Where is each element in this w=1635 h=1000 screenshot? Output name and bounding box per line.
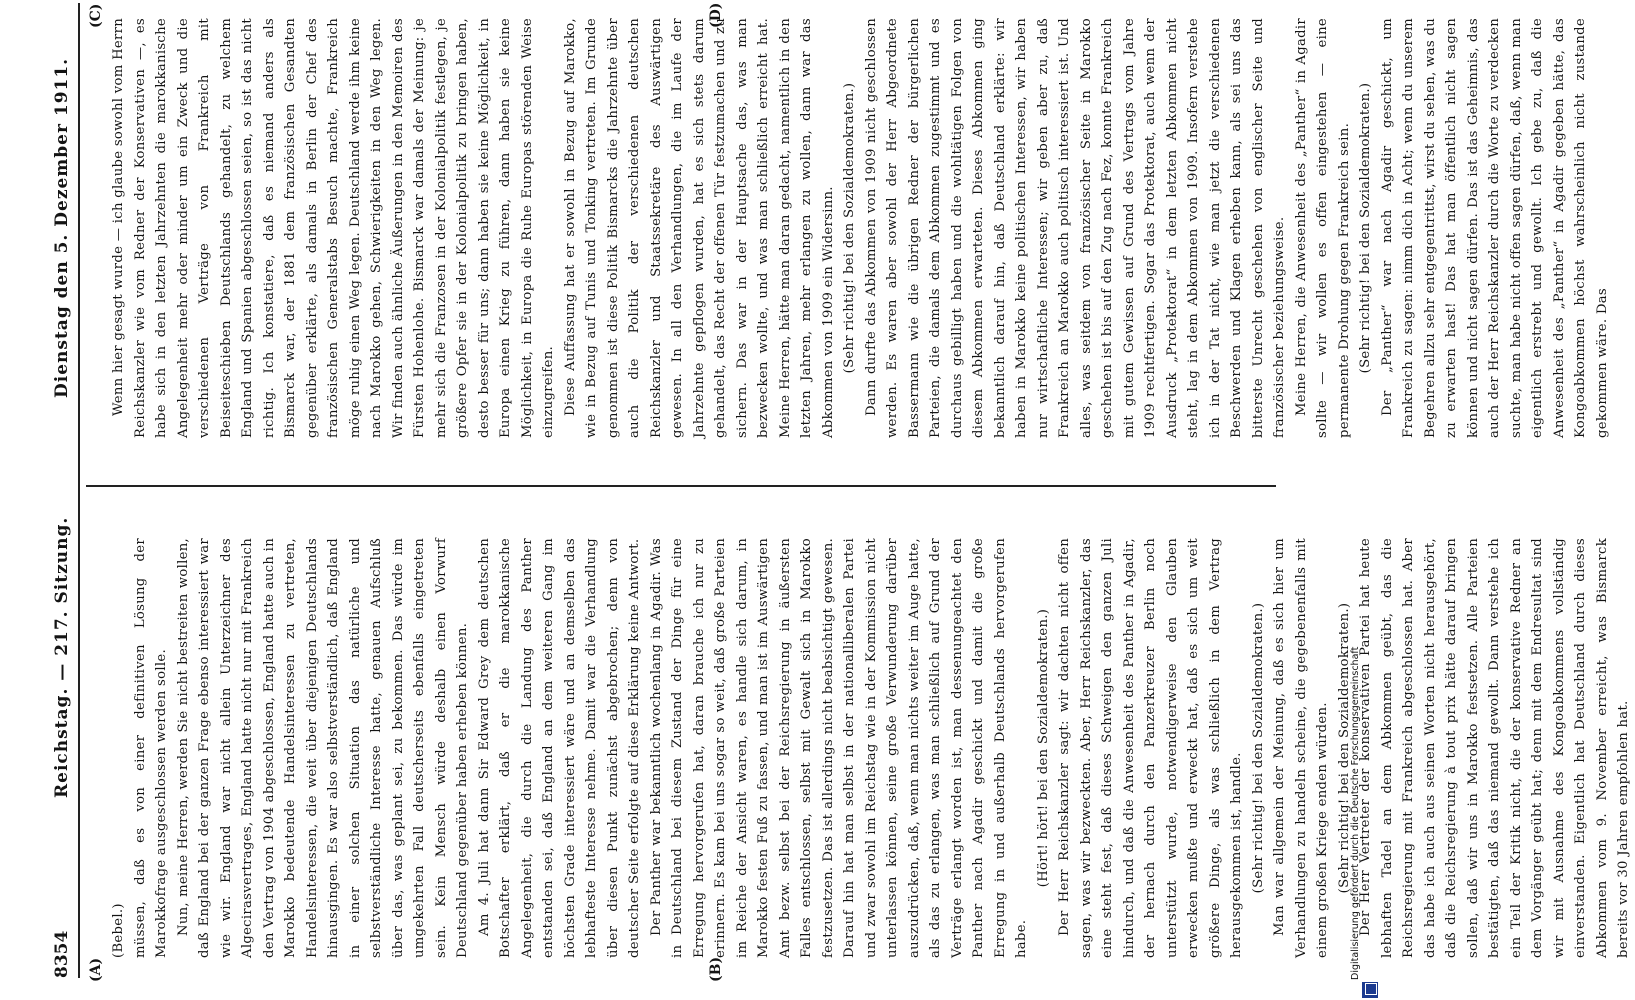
paragraph: müssen, daß es von einer definitiven Lösung der Marokkofrage ausgeschlossen werden solle. [132, 538, 169, 958]
paragraph: Der Panther war bekanntlich wochenlang in Agadir. Was in Deutschland bei diesem Zustand der Dinge für eine Erregung hervorgerufen hat, daran brauche ich nur zu erinnern. Es kam bei uns sogar so weit, daß große Parteien im Reiche der Ansicht waren, es handle sich darum, in Marokko festen Fuß zu fassen, und man ist im Auswärtigen Amt bezw. selbst bei der Reichsregierung in äußersten Falles entschlossen, selbst mit Gewalt sich in Marokko festzusetzen. Das ist allerdings nicht beabsichtigt gewesen. Darauf hin hat man selbst in der nationalliberalen Partei und zwar sowohl im Reichstag wie in der Kommission nicht unterlassen können, seine große Verwunderung darüber auszudrücken, daß, wenn man nichts weiter im Auge hatte, als das zu erlangen, was man schließlich auf Grund der Verträge erlangt worden ist, man dessenungeachtet den Panther nach Agadir geschickt und damit die große Erregung in und außerhalb Deutschlands hervorgerufen habe. [648, 538, 1029, 958]
paragraph: Diese Auffassung hat er sowohl in Bezug auf Marokko, wie in Bezug auf Tunis und Tonking vertreten. Im Grunde genommen ist diese Politik Bismarcks die Jahrzehnte über auch die Politik der verschiedenen deutschen Reichskanzler und Staatssekretäre des Auswärtigen gewesen. In all den Verhandlungen, die im Laufe der Jahrzehnte gepflogen wurden, hat es sich stets darum gehandelt, das Recht der offenen Tür festzumachen und zu sichern. Das war in der Hauptsache das, was man bezwecken wollte, und was man schließlich erreicht hat. Meine Herren, hätte man daran gedacht, namentlich in den letzten Jahren, mehr erlangen zu wollen, dann war das Abkommen von 1909 ein Widersinn. [562, 18, 836, 438]
paragraph: (Bebel.) [111, 903, 126, 958]
paragraph: (Sehr richtig! bei den Sozialdemokraten.) [842, 82, 857, 374]
paragraph: Nun, meine Herren, werden Sie nicht bestreiten wollen, daß England bei der ganzen Frage ebenso interessiert war wie wir. England war nicht allein Unterzeichner des Algecirasvertrages, England hatte nicht nur mit Frankreich den Vertrag von 1904 abgeschlossen, England hatte auch in Marokko bedeutende Handelsinteressen zu vertreten, Handelsinteressen, die weit über diejenigen Deutschlands hinausgingen. Es war also selbstverständlich, daß England in einer solchen Situation das natürliche und selbstverständliche Interesse hatte, genauen Aufschluß über das, was geplant sei, zu bekommen. Das würde im umgekehrten Fall deutscherseits ebenfalls eingetreten sein. Kein Mensch würde deshalb einen Vorwurf Deutschland gegenüber haben erheben können. [175, 538, 470, 958]
page-header [50, 3, 80, 978]
header-date: Dienstag den 5. Dezember 1911. [52, 57, 72, 398]
margin-marker-b: (B) [708, 956, 724, 982]
margin-marker-d: (D) [708, 2, 724, 28]
paragraph: Der Herr Reichskanzler sagt: wir dachten nicht offen sagen, was wir bezweckten. Aber, Herr Reichskanzler, das eine steht fest, daß dieses Schweigen den ganzen Juli hindurch, und daß die Anwesenheit des Panther in Agadir, der hernach durch den Panzerkreuzer Berlin noch unterstützt wurde, notwendigerweise den Glauben erwecken mußte und erweckt hat, daß es sich um weit größere Dinge, als was schließlich in dem Vertrag herausgekommen ist, handle. [1057, 538, 1244, 958]
paragraph: Der „Panther“ war nach Agadir geschickt, um Frankreich zu sagen: nimm dich in Acht; wenn du unserem Begehren allzu sehr entgegentrittst, wirst du sehen, was du zu erwarten hast! Das hat man öffentlich nicht sagen können und nicht sagen dürfen. Das ist das Geheimnis, das auch der Herr Reichskanzler durch die Worte zu verdecken suchte, man habe nicht offen sagen dürfen, daß, wenn man eigentlich erstrebt und gewollt. Ich gebe zu, daß die Anwesenheit des „Panther“ in Agadir gegeben hätte, das Kongoabkommen höchst wahrscheinlich nicht zustande gekommen wäre. Das [1379, 18, 1610, 438]
margin-marker-c: (C) [88, 3, 104, 28]
margin-marker-a: (A) [88, 957, 104, 982]
paragraph: (Sehr richtig! bei den Sozialdemokraten.) [1250, 602, 1266, 894]
dfg-logo-icon [1362, 982, 1378, 998]
right-column [108, 18, 1613, 438]
paragraph: (Sehr richtig! bei den Sozialdemokraten.) [1358, 82, 1373, 374]
column-divider [86, 485, 1276, 487]
paragraph: Der Herr Vertreter der konservativen Partei hat heute lebhaften Tadel an dem Abkommen geübt, das die Reichsregierung mit Frankreich abgeschlossen hat. Aber das habe ich auch aus seinen Worten nicht herausgehört, daß die Reichsregierung à tout prix hätte darauf bringen sollen, daß wir uns in Marokko festsetzen. Alle Parteien bestätigten, daß das niemand gewollt. Dann verstehe ich ein Teil der Kritik nicht, die der konservative Redner an dem Vorgänger geübt hat; denn mit dem Endresultat sind wir mit Ausnahme des Kongoabkommens vollständig einverstanden. Eigentlich hat Deutschland durch dieses Abkommen vom 9. November erreicht, was Bismarck bereits vor 30 Jahren empfohlen hat. [1358, 538, 1631, 958]
paragraph: Man war allgemein der Meinung, daß es sich hier um Verhandlungen zu handeln scheine, die gegebenenfalls mit einem großen Kriege enden würden. [1272, 538, 1330, 958]
digitization-credit: Digitalisierung gefördert durch die Deutsche Forschungsgemeinschaft [1350, 646, 1361, 980]
left-column [108, 538, 1635, 958]
paragraph: Wenn hier gesagt wurde — ich glaube sowohl vom Herrn Reichskanzler wie vom Redner der Konservativen —, es habe sich in den letzten Jahrzehnten die marokkanische Angelegenheit mehr oder minder um ein Zweck und die verschiedenen Verträge von Frankreich mit Beiseiteschieben Deutschlands gehandelt, zu welchem England und Spanien abgeschlossen seien, so ist das nicht richtig. Ich konstatiere, daß es niemand anders als Bismarck war, der 1881 dem französischen Gesandten gegenüber erklärte, als damals in Berlin der Chef des französischen Generalstabs Besuch machte, Frankreich möge ruhig einen Weg legen. Deutschland werde ihm keine nach Marokko gehen, Schwierigkeiten in den Weg legen. Wir finden auch ähnliche Äußerungen in den Memoiren des Fürsten Hohenlohe. Bismarck war damals der Meinung: je mehr sich die Franzosen in der Kolonialpolitik festlegen, je größere Opfer sie in der Kolonialpolitik zu bringen haben, desto besser für uns; dann haben sie keine Möglichkeit, in Europa einen Krieg zu führen, dann haben sie keine Möglichkeit, in Europa die Ruhe Europas störenden Weise einzugreifen. [111, 18, 556, 438]
paragraph: (Sehr richtig! bei den Sozialdemokraten.) [1336, 602, 1352, 894]
paragraph: Am 4. Juli hat dann Sir Edward Grey dem deutschen Botschafter erklärt, daß er die marokkanische Angelegenheit, die durch die Landung des Panther entstanden sei, daß England an dem weiteren Gang im höchsten Grade interessiert wäre und an demselben das lebhafteste Interesse nehme. Damit war die Verhandlung über diesen Punkt zunächst abgebrochen; denn von deutscher Seite erfolgte auf diese Erklärung keine Antwort. [476, 538, 642, 958]
header-left-title: Reichstag. — 217. Sitzung. [52, 516, 72, 798]
paragraph: (Hört! hört! bei den Sozialdemokraten.) [1035, 608, 1051, 888]
page-number: 8354 [52, 930, 72, 978]
paragraph: Meine Herren, die Anwesenheit des „Panther“ in Agadir sollte — wir wollen es offen eingestehen — eine permanente Drohung gegen Frankreich sein. [1293, 18, 1352, 438]
paragraph: Dann durfte das Abkommen von 1909 nicht geschlossen werden. Es waren aber sowohl der Herr Abgeordnete Bassermann wie die übrigen Redner der bürgerlichen Parteien, die damals dem Abkommen zugestimmt und es durchaus gebilligt haben und die wohltätigen Folgen von diesem Abkommen erwarteten. Dieses Abkommen ging bekanntlich darauf hin, daß Deutschland erklärte: wir haben in Marokko keine politischen Interessen, wir haben nur wirtschaftliche Interessen; wir geben aber zu, daß Frankreich an Marokko auch politisch interessiert ist. Und alles, was seitdem von französischer Seite in Marokko geschehen ist bis auf den Zug nach Fez, konnte Frankreich mit gutem Gewissen auf Grund des Vertrags vom Jahre 1909 rechtfertigen. Sogar das Protektorat, auch wenn der Ausdruck „Protektorat“ in dem letzten Abkommen nicht steht, lag in dem Abkommen von 1909. Insofern verstehe ich in der Tat nicht, wie man jetzt die verschiedenen Beschwerden und Klagen erheben kann, als sei uns das bitterste Unrecht geschehen von englischer Seite und französischer beziehungsweise. [863, 18, 1287, 438]
